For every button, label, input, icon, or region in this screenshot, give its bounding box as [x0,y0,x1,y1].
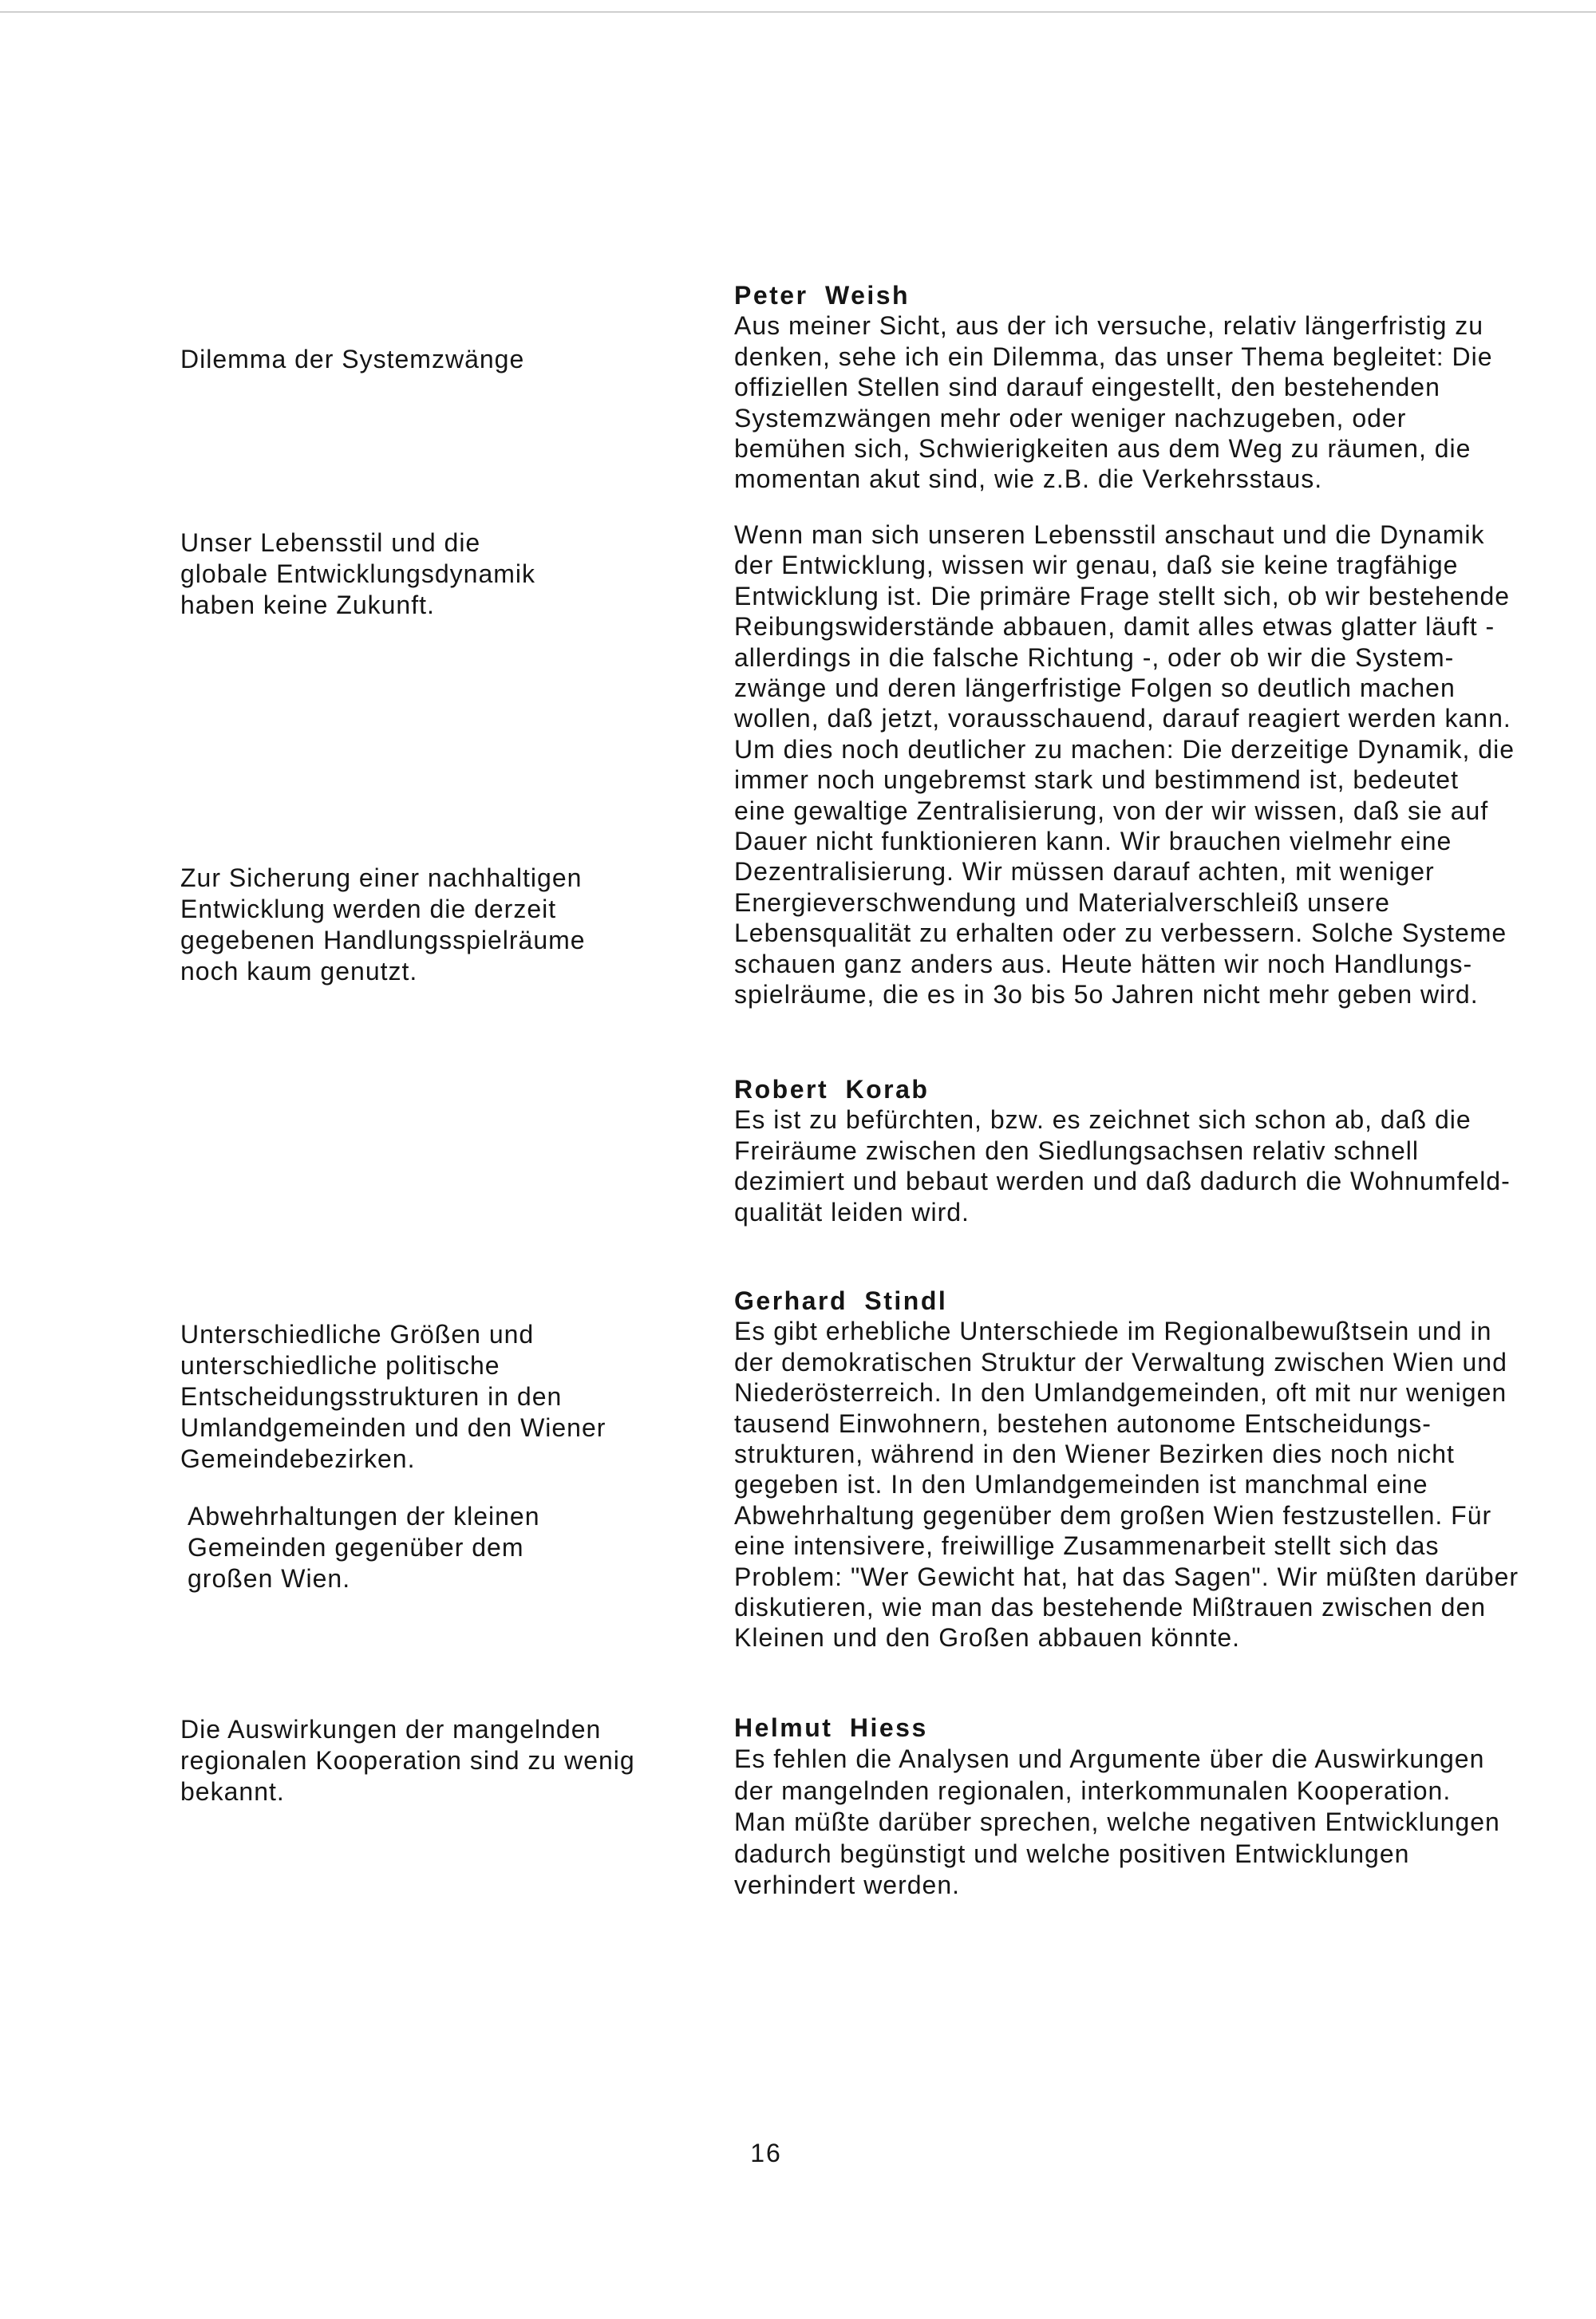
text-line: Dezentralisierung. Wir müssen darauf achten, mit weniger [734,857,1435,887]
text-line: immer noch ungebremst stark und bestimmend ist, bedeutet [734,765,1459,795]
margin-note-line: haben keine Zukunft. [180,591,435,619]
margin-note-line: Abwehrhaltungen der kleinen [188,1502,540,1531]
text-line: wollen, daß jetzt, vorausschauend, darauf reagiert werden kann. [734,704,1511,733]
text-line: offiziellen Stellen sind darauf eingestellt, den bestehenden [734,373,1440,402]
margin-note-line: Entscheidungsstrukturen in den [180,1382,563,1411]
margin-note-line: globale Entwicklungsdynamik [180,559,535,588]
margin-note-line: noch kaum genutzt. [180,957,418,986]
text-line: Es ist zu befürchten, bzw. es zeichnet sich schon ab, daß die [734,1105,1472,1135]
text-line: Niederösterreich. In den Umlandgemeinden, oft mit nur wenigen [734,1378,1507,1408]
text-line: bemühen sich, Schwierigkeiten aus dem Weg zu räumen, die [734,434,1472,464]
text-line: eine gewaltige Zentralisierung, von der wir wissen, daß sie auf [734,796,1489,825]
speaker-name: Helmut Hiess [734,1713,928,1742]
text-line: Systemzwängen mehr oder weniger nachzugeben, oder [734,403,1407,433]
margin-note-sustainability [180,863,586,987]
text-line: Es gibt erhebliche Unterschiede im Regionalbewußtsein und in [734,1317,1492,1346]
margin-note-line: unterschiedliche politische [180,1351,500,1380]
section-gerhard-stindl [734,1286,1519,1653]
margin-note-dilemma [180,344,524,375]
speaker-name: Gerhard Stindl [734,1286,948,1315]
text-line: Kleinen und den Großen abbauen könnte. [734,1623,1241,1653]
margin-note-line: Entwicklung werden die derzeit [180,895,557,923]
text-line: Reibungswiderstände abbauen, damit alles etwas glatter läuft - [734,612,1495,642]
margin-note-line: Gemeinden gegenüber dem [188,1533,524,1562]
text-line: tausend Einwohnern, bestehen autonome Entscheidungs- [734,1408,1432,1438]
page-number: 16 [750,2139,782,2167]
top-scan-line [0,11,1596,13]
section-helmut-hiess [734,1713,1500,1901]
text-line: Aus meiner Sicht, aus der ich versuche, relativ längerfristig zu [734,311,1484,341]
text-line: Energieverschwendung und Materialverschleiß unsere [734,887,1390,917]
text-line: Freiräume zwischen den Siedlungsachsen relativ schnell [734,1136,1419,1165]
text-line: qualität leiden wird. [734,1197,970,1227]
margin-note-line: Umlandgemeinden und den Wiener [180,1413,606,1442]
text-line: Dauer nicht funktionieren kann. Wir brauchen vielmehr eine [734,827,1452,856]
text-line: Problem: "Wer Gewicht hat, hat das Sagen". Wir müßten darüber [734,1562,1519,1591]
section-peter-weish [734,280,1493,495]
text-line: diskutieren, wie man das bestehende Mißtrauen zwischen den [734,1593,1487,1622]
text-line: strukturen, während in den Wiener Bezirken dies noch nicht [734,1440,1455,1469]
margin-note-line: Zur Sicherung einer nachhaltigen [180,863,583,892]
text-line: verhindert werden. [734,1871,961,1900]
text-line: Um dies noch deutlicher zu machen: Die derzeitige Dynamik, die [734,734,1515,764]
section-peter-weish-paragraph-2 [734,520,1515,1010]
section-robert-korab [734,1074,1511,1227]
text-line: schauen ganz anders aus. Heute hätten wir noch Handlungs- [734,949,1473,978]
margin-note-line: gegebenen Handlungsspielräume [180,926,586,954]
text-line: Abwehrhaltung gegenüber dem großen Wien festzustellen. Für [734,1500,1492,1530]
margin-note-line: Gemeindebezirken. [180,1444,416,1473]
margin-note-cooperation [180,1714,635,1807]
margin-note-line: großen Wien. [188,1564,351,1593]
text-line: der mangelnden regionalen, interkommunalen Kooperation. [734,1776,1452,1805]
text-line: eine intensivere, freiwillige Zusammenarbeit stellt sich das [734,1531,1440,1561]
text-line: spielräume, die es in 3o bis 5o Jahren nicht mehr geben wird. [734,980,1479,1009]
text-line: allerdings in die falsche Richtung -, oder ob wir die System- [734,642,1455,672]
speaker-name: Peter Weish [734,281,911,310]
margin-note-line: Unterschiedliche Größen und [180,1320,535,1349]
margin-note-line: Die Auswirkungen der mangelnden [180,1715,602,1744]
text-line: dadurch begünstigt und welche positiven Entwicklungen [734,1839,1410,1868]
text-line: der Entwicklung, wissen wir genau, daß sie keine tragfähige [734,551,1459,580]
text-line: denken, sehe ich ein Dilemma, das unser Thema begleitet: Die [734,342,1493,371]
text-line: Es fehlen die Analysen und Argumente über die Auswirkungen [734,1744,1485,1774]
text-line: zwänge und deren längerfristige Folgen so deutlich machen [734,674,1456,703]
speaker-name: Robert Korab [734,1075,930,1104]
margin-note-line: regionalen Kooperation sind zu wenig [180,1746,635,1775]
margin-note-line: Dilemma der Systemzwänge [180,345,525,373]
margin-note-lifestyle [180,527,535,621]
text-line: dezimiert und bebaut werden und daß dadurch die Wohnumfeld- [734,1167,1511,1196]
margin-note-defensive-attitudes [188,1501,540,1594]
margin-note-differences [180,1319,606,1475]
text-line: Lebensqualität zu erhalten oder zu verbessern. Solche Systeme [734,919,1507,948]
text-line: gegeben ist. In den Umlandgemeinden ist manchmal eine [734,1470,1428,1499]
margin-note-line: Unser Lebensstil und die [180,528,481,557]
text-line: momentan akut sind, wie z.B. die Verkehrsstaus. [734,464,1323,494]
text-line: Man müßte darüber sprechen, welche negativen Entwicklungen [734,1807,1500,1837]
text-line: Entwicklung ist. Die primäre Frage stellt sich, ob wir bestehende [734,581,1511,610]
margin-note-line: bekannt. [180,1777,285,1806]
text-line: Wenn man sich unseren Lebensstil anschaut und die Dynamik [734,520,1485,549]
text-line: der demokratischen Struktur der Verwaltung zwischen Wien und [734,1347,1507,1377]
